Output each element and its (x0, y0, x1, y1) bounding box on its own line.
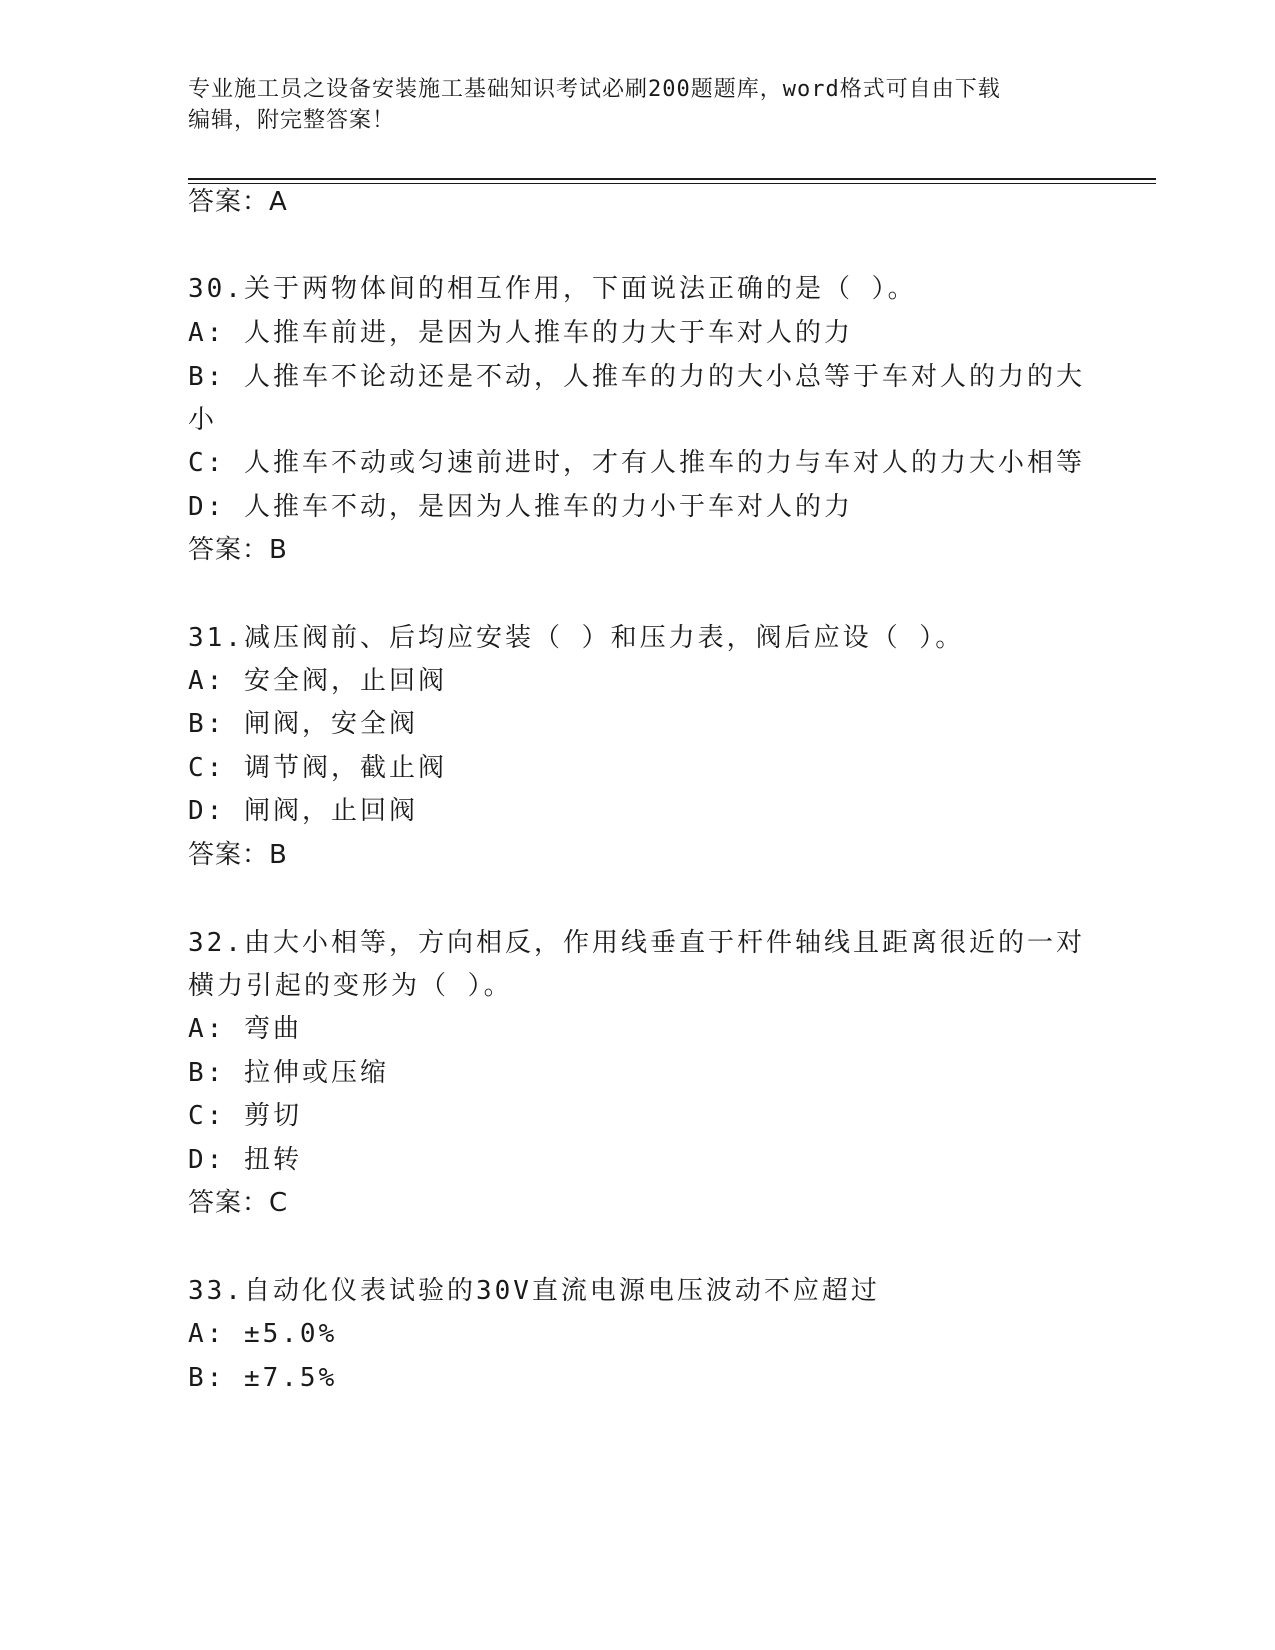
question-32-option-b: B: 拉伸或压缩 (188, 1058, 389, 1088)
question-31-option-a: A: 安全阀，止回阀 (188, 666, 447, 696)
header-divider (188, 178, 1156, 180)
question-30-answer: 答案：B (188, 535, 288, 565)
question-30-option-a: A: 人推车前进，是因为人推车的力大于车对人的力 (188, 318, 853, 348)
header-line-1: 专业施工员之设备安装施工基础知识考试必刷200题题库，word格式可自由下载 (188, 77, 1001, 102)
question-30-option-b-cont: 小 (188, 405, 218, 435)
answer-previous: 答案：A (188, 187, 288, 217)
question-30-option-c: C: 人推车不动或匀速前进时，才有人推车的力与车对人的力大小相等 (188, 448, 1085, 478)
question-33-option-a: A: ±5.0% (188, 1319, 338, 1349)
question-31-option-c: C: 调节阀，截止阀 (188, 753, 447, 783)
question-32-option-d: D: 扭转 (188, 1145, 302, 1175)
question-32-option-a: A: 弯曲 (188, 1014, 302, 1044)
question-32-answer: 答案：C (188, 1188, 289, 1218)
question-32-stem-cont: 横力引起的变形为（ ）。 (188, 971, 513, 1001)
question-31-answer: 答案：B (188, 840, 288, 870)
document-header (188, 74, 1088, 136)
question-31-option-d: D: 闸阀，止回阀 (188, 796, 418, 826)
question-31-stem: 31.减压阀前、后均应安装（ ）和压力表，阀后应设（ ）。 (188, 623, 965, 653)
header-divider-thin (188, 183, 1156, 184)
question-30-stem: 30.关于两物体间的相互作用，下面说法正确的是（ ）。 (188, 274, 917, 304)
question-33-stem: 33.自动化仪表试验的30V直流电源电压波动不应超过 (188, 1276, 880, 1306)
question-32-option-c: C: 剪切 (188, 1101, 302, 1131)
question-30-option-d: D: 人推车不动，是因为人推车的力小于车对人的力 (188, 492, 853, 522)
header-line-2: 编辑，附完整答案！ (188, 108, 396, 133)
question-31-option-b: B: 闸阀，安全阀 (188, 709, 418, 739)
question-30-option-b: B: 人推车不论动还是不动，人推车的力的大小总等于车对人的力的大 (188, 362, 1085, 392)
question-33-option-b: B: ±7.5% (188, 1363, 338, 1393)
question-32-stem: 32.由大小相等，方向相反，作用线垂直于杆件轴线且距离很近的一对 (188, 928, 1085, 958)
